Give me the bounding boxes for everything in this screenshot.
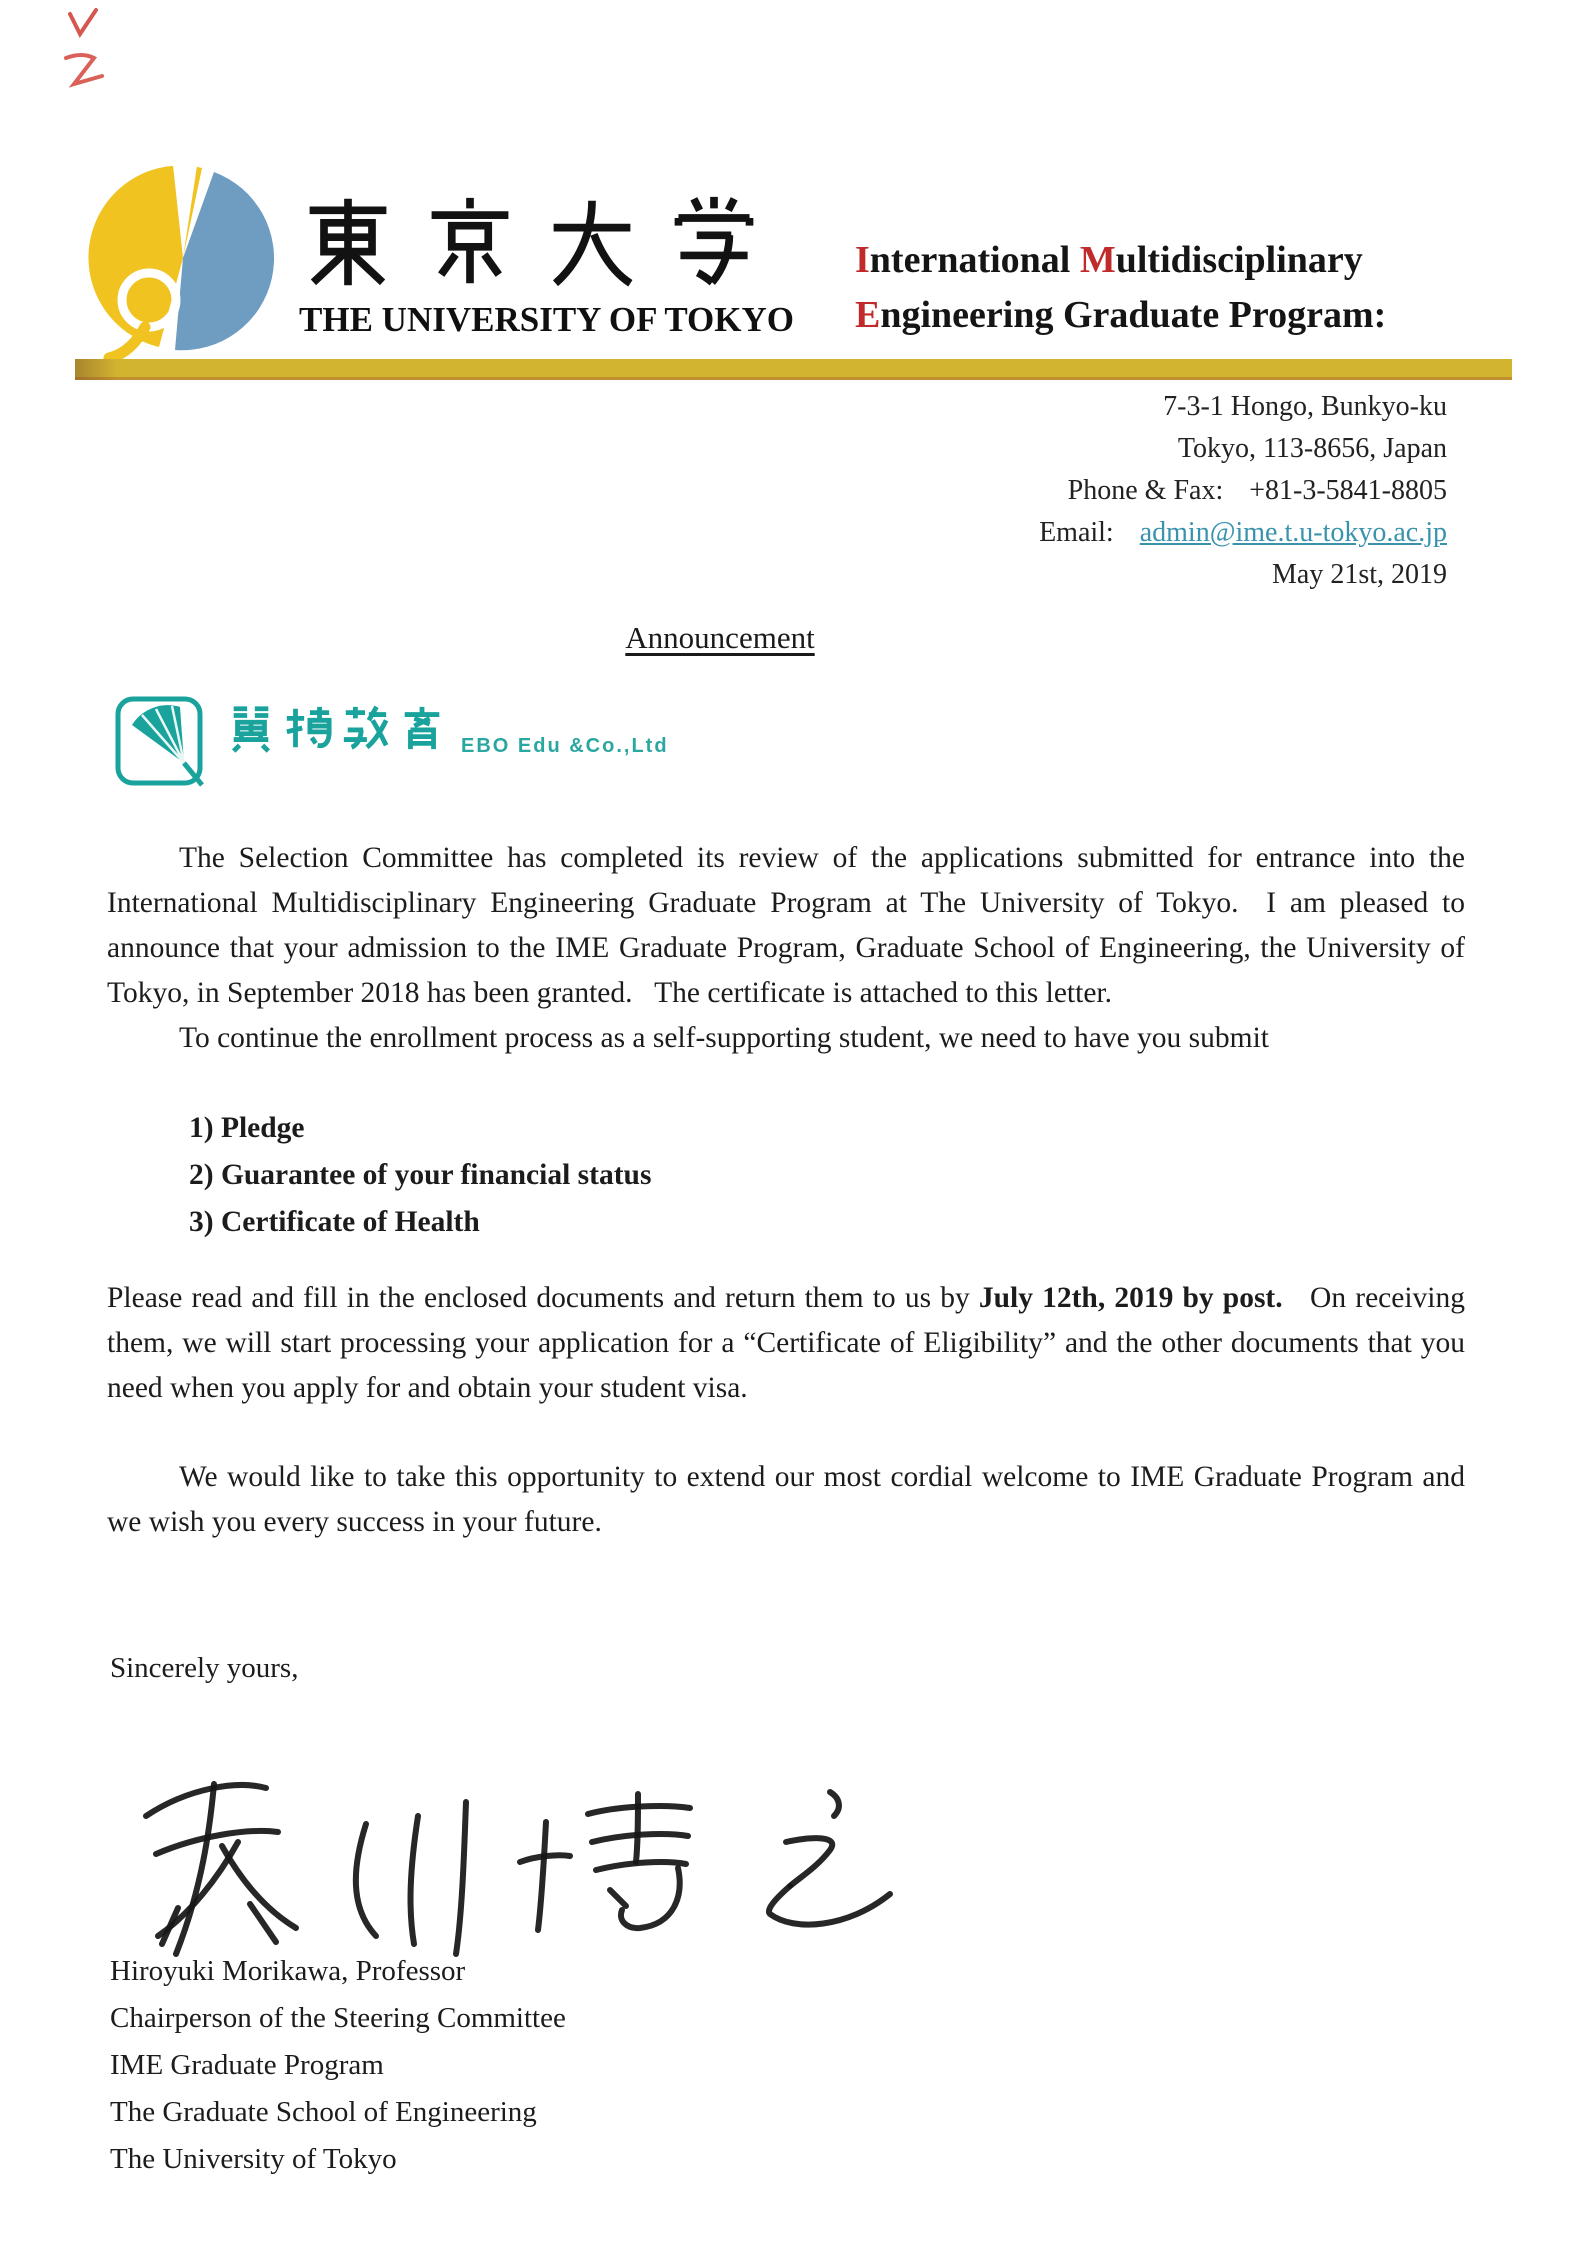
signature-block [110,1948,566,2183]
ebo-zh-char1 [226,703,276,753]
program-initial-e: E [855,294,881,336]
program-title-line1: International Multidisciplinary [855,239,1363,281]
ebo-logo [112,693,669,795]
red-annotation-marks [58,6,124,98]
program-initial-m: M [1079,239,1116,281]
signer-university: The University of Tokyo [110,2143,397,2175]
program-title-line2: Engineering Graduate Program: [855,294,1387,336]
kanji-kyou [422,192,518,292]
list-item: 2) Guarantee of your financial status [189,1159,652,1191]
university-name-jp [300,192,762,292]
handwritten-signature [118,1758,898,1970]
closing-salutation: Sincerely yours, [110,1652,299,1684]
address-line2: Tokyo, 113-8656, Japan [1177,433,1447,464]
program-initial-i: I [855,239,870,281]
kanji-tou [300,192,396,292]
address-line1: 7-3-1 Hongo, Bunkyo-ku [1163,391,1447,422]
contact-block [1039,386,1447,596]
paragraph-4: We would like to take this opportunity to extend our most cordial welcome to IME Graduate Program and we wish you every success in your future. [107,1461,1473,1538]
kanji-dai [544,192,640,292]
signer-program: IME Graduate Program [110,2049,384,2081]
paragraph-2: To continue the enrollment process as a self-supporting student, we need to have you submit [179,1022,1270,1054]
ebo-zh-char4 [397,703,447,753]
signer-name-title: Hiroyuki Morikawa, Professor [110,1955,466,1987]
ebo-zh-char2 [283,703,333,753]
email-link[interactable]: admin@ime.t.u-tokyo.ac.jp [1139,517,1447,548]
letter-date: May 21st, 2019 [1272,559,1447,590]
program-title [855,233,1386,343]
paragraph-3: Please read and fill in the enclosed documents and return them to us by July 12th, 2019 by post. On receiving them, we will start processing your application for a “Certificate of Eligibility” and the other documents that you need when you apply for and obtain your student visa. [107,1282,1473,1404]
letter-title: Announcement [625,620,815,655]
ebo-leaf-icon [112,693,212,795]
email-line: Email: admin@ime.t.u-tokyo.ac.jp [1039,517,1447,548]
ebo-name-en: EBO Edu &Co.,Ltd [461,735,669,757]
university-name-en: THE UNIVERSITY OF TOKYO [299,300,794,339]
gold-divider [75,359,1512,380]
kanji-gaku [666,192,762,292]
ebo-name-en-wrap [461,733,669,758]
paragraph-1: The Selection Committee has completed its review of the applications submitted for entrance into the International Multidisciplinary Engineering Graduate Program at The University of Tokyo. I am pleased to announce that your admission to the IME Graduate Program, Graduate School of Engineering, the University of Tokyo, in September 2018 has been granted. The certificate is attached to this letter. [107,842,1473,1009]
list-item: 1) Pledge [189,1112,305,1144]
required-documents-list [107,1105,1465,1246]
utokyo-ginkgo-logo [75,160,293,364]
list-item: 3) Certificate of Health [189,1206,480,1238]
letter-body [107,836,1473,1545]
signer-role: Chairperson of the Steering Committee [110,2002,566,2034]
signer-school: The Graduate School of Engineering [110,2096,537,2128]
deadline-text: July 12th, 2019 by post. [978,1282,1283,1314]
ebo-name-zh [226,703,447,753]
phone-line: Phone & Fax: +81-3-5841-8805 [1067,475,1447,506]
ebo-zh-char3 [340,703,390,753]
